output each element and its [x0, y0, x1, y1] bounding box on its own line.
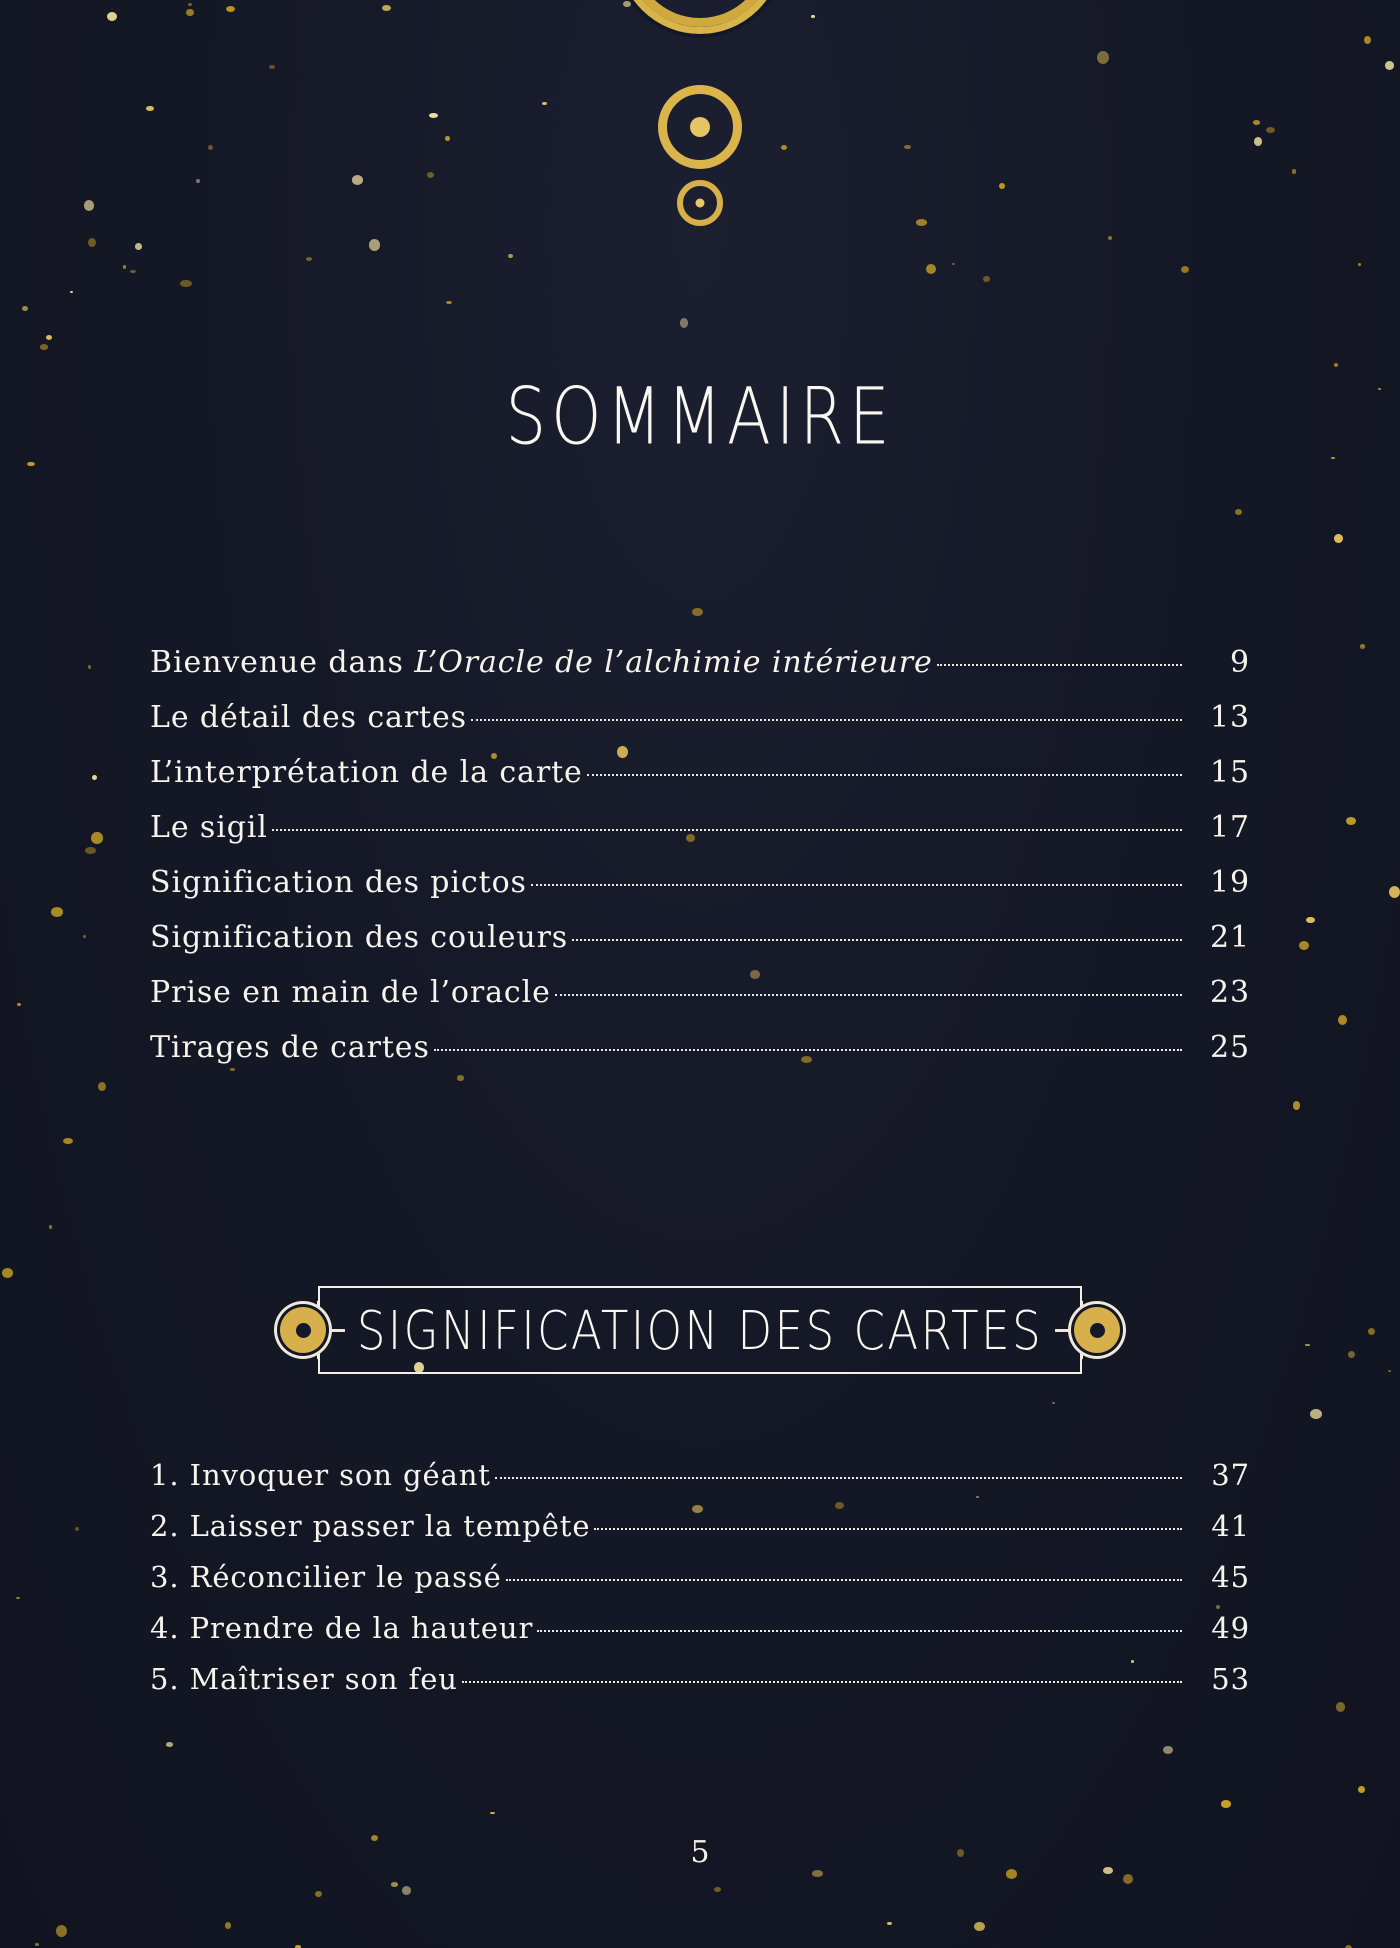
toc-entry-label: 3. Réconcilier le passé — [150, 1560, 502, 1594]
gold-speck-icon — [391, 1882, 398, 1886]
gold-speck-icon — [1360, 644, 1365, 649]
gold-speck-icon — [75, 1527, 79, 1531]
gold-speck-icon — [1052, 1402, 1055, 1404]
gold-speck-icon — [1221, 1800, 1231, 1808]
toc-entry[interactable] — [150, 690, 1250, 745]
toc-entry-page: 15 — [1210, 754, 1250, 790]
gold-speck-icon — [680, 318, 689, 328]
gold-speck-icon — [542, 102, 547, 105]
toc-leader-dots — [537, 1630, 1182, 1632]
gold-speck-icon — [781, 145, 787, 150]
toc-leader-dots — [572, 939, 1182, 941]
toc-entry-page: 49 — [1211, 1611, 1250, 1645]
gold-speck-icon — [1348, 1351, 1356, 1358]
toc-entry-page: 41 — [1211, 1509, 1250, 1543]
toc-entry-page: 53 — [1211, 1662, 1250, 1696]
table-of-contents-cards — [150, 1450, 1250, 1705]
toc-leader-dots — [587, 774, 1182, 776]
gold-speck-icon — [1006, 1869, 1018, 1879]
gold-speck-icon — [40, 344, 48, 349]
gold-speck-icon — [306, 257, 312, 261]
toc-entry[interactable] — [150, 1501, 1250, 1552]
gold-speck-icon — [714, 1887, 721, 1892]
gold-speck-icon — [429, 113, 438, 118]
gold-speck-icon — [352, 175, 364, 185]
gold-speck-icon — [623, 1, 631, 8]
gold-speck-icon — [180, 280, 192, 287]
toc-entry-label: Signification des pictos — [150, 864, 527, 900]
toc-entry-label: Signification des couleurs — [150, 919, 569, 955]
toc-entry[interactable] — [150, 635, 1250, 690]
gold-speck-icon — [1334, 363, 1339, 366]
toc-entry[interactable] — [150, 745, 1250, 800]
gold-speck-icon — [1123, 1874, 1133, 1884]
gold-speck-icon — [983, 276, 990, 283]
gold-speck-icon — [926, 264, 936, 274]
gold-speck-icon — [1292, 169, 1296, 173]
toc-entry-label: Bienvenue dans L’Oracle de l’alchimie intérieure — [150, 644, 933, 680]
gold-speck-icon — [2, 1268, 13, 1278]
gold-speck-icon — [1181, 266, 1189, 273]
gold-speck-icon — [1266, 127, 1275, 133]
gold-speck-icon — [427, 172, 434, 178]
large-gold-ring-icon — [618, 0, 782, 34]
gold-speck-icon — [146, 106, 154, 112]
gold-speck-icon — [402, 1886, 411, 1895]
toc-entry[interactable] — [150, 965, 1250, 1020]
gold-speck-icon — [508, 254, 513, 258]
toc-entry[interactable] — [150, 800, 1250, 855]
banner-title: SIGNIFICATION DES CARTES — [356, 1298, 1044, 1362]
gold-speck-icon — [974, 1922, 985, 1932]
gold-speck-icon — [63, 1138, 73, 1144]
gold-speck-icon — [1163, 1746, 1173, 1754]
gold-speck-icon — [225, 1922, 231, 1929]
small-gold-ring-icon — [677, 180, 723, 226]
toc-entry-page: 19 — [1210, 864, 1250, 900]
gold-speck-icon — [92, 775, 97, 780]
gold-speck-icon — [1346, 817, 1356, 825]
table-of-contents-main — [150, 635, 1250, 1075]
toc-leader-dots — [495, 1477, 1182, 1479]
gold-speck-icon — [1293, 1101, 1301, 1110]
gold-speck-icon — [1299, 941, 1309, 951]
toc-entry[interactable] — [150, 855, 1250, 910]
gold-speck-icon — [49, 1225, 53, 1229]
gold-speck-icon — [812, 1870, 823, 1876]
toc-leader-dots — [434, 1049, 1182, 1051]
gold-speck-icon — [369, 239, 381, 251]
gold-speck-icon — [35, 1943, 39, 1947]
gold-speck-icon — [85, 847, 95, 854]
toc-entry-page: 9 — [1230, 644, 1250, 680]
gold-speck-icon — [1254, 137, 1263, 146]
gold-speck-icon — [1389, 886, 1400, 899]
gold-speck-icon — [1364, 36, 1371, 44]
toc-leader-dots — [471, 719, 1182, 721]
gold-speck-icon — [56, 1925, 67, 1937]
toc-leader-dots — [506, 1579, 1182, 1581]
toc-entry-page: 23 — [1210, 974, 1250, 1010]
gold-speck-icon — [1368, 1328, 1375, 1335]
toc-leader-dots — [937, 664, 1182, 666]
gold-speck-icon — [1305, 1344, 1310, 1347]
gold-speck-icon — [904, 145, 911, 150]
page-title: SOMMAIRE — [505, 372, 895, 464]
page-number: 5 — [690, 1835, 710, 1870]
gold-speck-icon — [1338, 1015, 1347, 1025]
toc-entry-label: 5. Maîtriser son feu — [150, 1662, 458, 1696]
gold-speck-icon — [22, 306, 28, 312]
toc-entry-page: 13 — [1210, 699, 1250, 735]
gold-speck-icon — [84, 200, 94, 211]
gold-speck-icon — [1385, 61, 1394, 69]
toc-entry-page: 37 — [1211, 1458, 1250, 1492]
toc-entry-page: 45 — [1211, 1560, 1250, 1594]
gold-speck-icon — [1253, 120, 1261, 125]
toc-entry-label: Le sigil — [150, 809, 268, 845]
toc-leader-dots — [272, 829, 1182, 831]
toc-entry[interactable] — [150, 1450, 1250, 1501]
gold-speck-icon — [1097, 51, 1109, 64]
gold-speck-icon — [88, 665, 92, 669]
toc-entry-page: 25 — [1210, 1029, 1250, 1065]
gold-speck-icon — [1310, 1409, 1322, 1420]
gold-speck-icon — [952, 263, 956, 266]
toc-leader-dots — [594, 1528, 1182, 1530]
toc-entry-label: 1. Invoquer son géant — [150, 1458, 491, 1492]
toc-entry-label: Prise en main de l’oracle — [150, 974, 551, 1010]
gold-speck-icon — [46, 335, 52, 340]
gold-speck-icon — [382, 5, 391, 11]
toc-entry-page: 21 — [1210, 919, 1250, 955]
gold-speck-icon — [1358, 263, 1361, 267]
gold-speck-icon — [692, 608, 703, 616]
toc-entry[interactable] — [150, 1654, 1250, 1705]
toc-leader-dots — [531, 884, 1182, 886]
top-concentric-circles-ornament — [0, 0, 1400, 230]
gold-speck-icon — [1388, 1370, 1391, 1372]
gold-speck-icon — [186, 9, 194, 17]
gold-speck-icon — [490, 1812, 495, 1815]
gold-speck-icon — [1334, 534, 1343, 543]
gold-speck-icon — [1358, 1786, 1364, 1793]
gold-speck-icon — [135, 243, 142, 250]
toc-entry[interactable] — [150, 1552, 1250, 1603]
gold-speck-icon — [1306, 917, 1315, 924]
gold-speck-icon — [226, 6, 235, 12]
gold-speck-icon — [1336, 1702, 1346, 1712]
gold-speck-icon — [70, 291, 73, 293]
toc-entry[interactable] — [150, 1603, 1250, 1654]
medium-gold-ring-icon — [658, 85, 742, 169]
toc-entry[interactable] — [150, 910, 1250, 965]
gold-speck-icon — [811, 15, 814, 18]
gold-speck-icon — [16, 1597, 20, 1599]
toc-entry-label: L’interprétation de la carte — [150, 754, 583, 790]
toc-entry-label: 4. Prendre de la hauteur — [150, 1611, 534, 1645]
gold-speck-icon — [269, 65, 275, 69]
gold-speck-icon — [88, 238, 96, 247]
toc-entry-label: Tirages de cartes — [150, 1029, 430, 1065]
gold-speck-icon — [708, 32, 712, 36]
gold-speck-icon — [188, 3, 192, 6]
gold-speck-icon — [51, 907, 63, 917]
toc-leader-dots — [555, 994, 1182, 996]
gold-speck-icon — [107, 12, 117, 21]
toc-entry-page: 17 — [1210, 809, 1250, 845]
toc-leader-dots — [462, 1681, 1182, 1683]
gold-speck-icon — [123, 265, 126, 269]
gold-speck-icon — [83, 935, 86, 939]
gold-speck-icon — [315, 1891, 322, 1897]
gold-speck-icon — [208, 145, 213, 150]
toc-entry-label: Le détail des cartes — [150, 699, 467, 735]
toc-entry-label: 2. Laisser passer la tempête — [150, 1509, 591, 1543]
gold-speck-icon — [98, 1082, 106, 1091]
gold-speck-icon — [91, 832, 102, 844]
gold-speck-icon — [999, 183, 1005, 190]
gold-speck-icon — [446, 301, 452, 305]
gold-speck-icon — [916, 219, 927, 225]
toc-entry[interactable] — [150, 1020, 1250, 1075]
gold-speck-icon — [17, 1003, 22, 1006]
gold-speck-icon — [130, 270, 136, 274]
section-banner — [280, 1278, 1120, 1382]
gold-speck-icon — [445, 136, 450, 141]
gold-speck-icon — [1108, 236, 1112, 240]
gold-speck-icon — [887, 1922, 892, 1925]
gold-speck-icon — [166, 1742, 174, 1747]
gold-speck-icon — [196, 179, 200, 184]
gold-speck-icon — [1235, 509, 1242, 515]
gold-speck-icon — [457, 1075, 464, 1081]
